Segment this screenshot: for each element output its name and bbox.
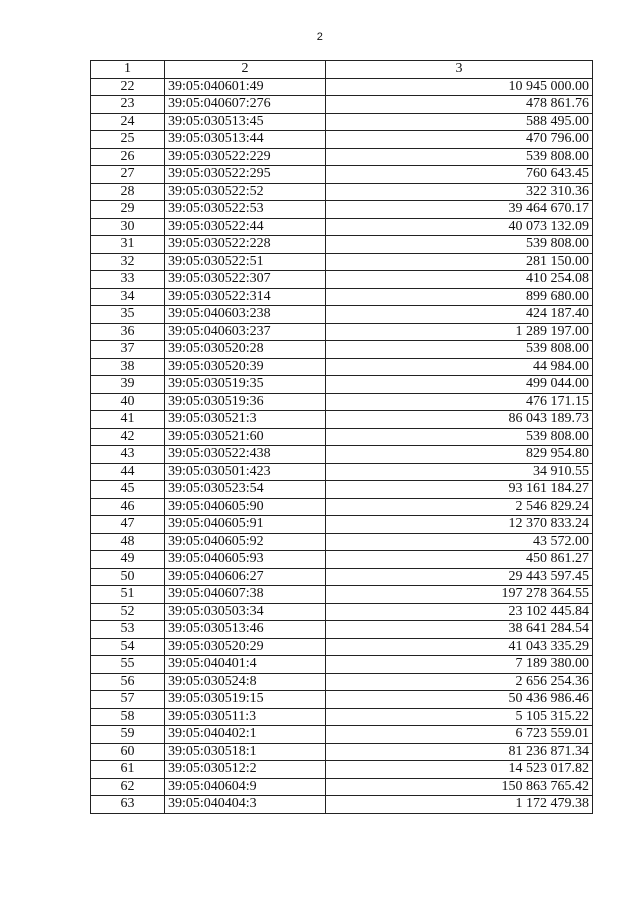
- row-number-cell: 33: [91, 271, 165, 289]
- cadastral-value-cell: 322 310.36: [326, 183, 593, 201]
- row-number-cell: 49: [91, 551, 165, 569]
- cadastral-number-cell: 39:05:040603:237: [165, 323, 326, 341]
- cadastral-value-cell: 424 187.40: [326, 306, 593, 324]
- table-row: [91, 743, 593, 761]
- row-number-cell: 38: [91, 358, 165, 376]
- row-number-cell: 62: [91, 778, 165, 796]
- table-row: [91, 428, 593, 446]
- cadastral-value-cell: 23 102 445.84: [326, 603, 593, 621]
- cadastral-value-cell: 7 189 380.00: [326, 656, 593, 674]
- cadastral-value-cell: 539 808.00: [326, 236, 593, 254]
- cadastral-number-cell: 39:05:040606:27: [165, 568, 326, 586]
- row-number-cell: 36: [91, 323, 165, 341]
- cadastral-number-cell: 39:05:030501:423: [165, 463, 326, 481]
- cadastral-value-cell: 450 861.27: [326, 551, 593, 569]
- cadastral-number-cell: 39:05:030512:2: [165, 761, 326, 779]
- cadastral-value-cell: 12 370 833.24: [326, 516, 593, 534]
- cadastral-number-cell: 39:05:030520:28: [165, 341, 326, 359]
- cadastral-number-cell: 39:05:030524:8: [165, 673, 326, 691]
- cadastral-value-cell: 899 680.00: [326, 288, 593, 306]
- row-number-cell: 28: [91, 183, 165, 201]
- cadastral-number-cell: 39:05:030522:314: [165, 288, 326, 306]
- cadastral-number-cell: 39:05:040401:4: [165, 656, 326, 674]
- table-row: [91, 271, 593, 289]
- row-number-cell: 63: [91, 796, 165, 814]
- cadastral-number-cell: 39:05:030522:52: [165, 183, 326, 201]
- cadastral-number-cell: 39:05:030522:51: [165, 253, 326, 271]
- cadastral-value-cell: 5 105 315.22: [326, 708, 593, 726]
- table-row: [91, 78, 593, 96]
- row-number-cell: 22: [91, 78, 165, 96]
- cadastral-value-cell: 34 910.55: [326, 463, 593, 481]
- row-number-cell: 48: [91, 533, 165, 551]
- cadastral-number-cell: 39:05:030520:39: [165, 358, 326, 376]
- cadastral-number-cell: 39:05:030503:34: [165, 603, 326, 621]
- row-number-cell: 50: [91, 568, 165, 586]
- cadastral-value-cell: 38 641 284.54: [326, 621, 593, 639]
- table-row: [91, 796, 593, 814]
- cadastral-value-cell: 539 808.00: [326, 148, 593, 166]
- cadastral-value-cell: 6 723 559.01: [326, 726, 593, 744]
- header-row: [91, 61, 593, 79]
- row-number-cell: 32: [91, 253, 165, 271]
- table-row: [91, 726, 593, 744]
- cadastral-number-cell: 39:05:030513:45: [165, 113, 326, 131]
- table-row: [91, 166, 593, 184]
- table-row: [91, 393, 593, 411]
- row-number-cell: 29: [91, 201, 165, 219]
- cadastral-number-cell: 39:05:030520:29: [165, 638, 326, 656]
- table-row: [91, 673, 593, 691]
- cadastral-value-cell: 1 172 479.38: [326, 796, 593, 814]
- cadastral-value-cell: 43 572.00: [326, 533, 593, 551]
- table-header: [91, 61, 593, 79]
- table-row: [91, 463, 593, 481]
- table-row: [91, 551, 593, 569]
- cadastral-number-cell: 39:05:030513:44: [165, 131, 326, 149]
- row-number-cell: 45: [91, 481, 165, 499]
- cadastral-number-cell: 39:05:030522:229: [165, 148, 326, 166]
- cadastral-number-cell: 39:05:030518:1: [165, 743, 326, 761]
- row-number-cell: 59: [91, 726, 165, 744]
- cadastral-value-cell: 1 289 197.00: [326, 323, 593, 341]
- cadastral-number-cell: 39:05:030522:307: [165, 271, 326, 289]
- table-row: [91, 148, 593, 166]
- table-row: [91, 498, 593, 516]
- cadastral-value-cell: 86 043 189.73: [326, 411, 593, 429]
- table-row: [91, 603, 593, 621]
- cadastral-number-cell: 39:05:030523:54: [165, 481, 326, 499]
- cadastral-value-cell: 197 278 364.55: [326, 586, 593, 604]
- table-row: [91, 358, 593, 376]
- cadastral-value-table: [90, 60, 593, 814]
- table-body: [91, 78, 593, 813]
- cadastral-number-cell: 39:05:040404:3: [165, 796, 326, 814]
- table-row: [91, 621, 593, 639]
- cadastral-value-cell: 2 546 829.24: [326, 498, 593, 516]
- page-number: 2: [316, 31, 324, 43]
- row-number-cell: 41: [91, 411, 165, 429]
- row-number-cell: 52: [91, 603, 165, 621]
- cadastral-value-cell: 44 984.00: [326, 358, 593, 376]
- cadastral-number-cell: 39:05:030519:15: [165, 691, 326, 709]
- cadastral-value-cell: 588 495.00: [326, 113, 593, 131]
- table-row: [91, 481, 593, 499]
- cadastral-value-cell: 539 808.00: [326, 341, 593, 359]
- cadastral-number-cell: 39:05:040605:90: [165, 498, 326, 516]
- row-number-cell: 35: [91, 306, 165, 324]
- cadastral-number-cell: 39:05:040601:49: [165, 78, 326, 96]
- cadastral-number-cell: 39:05:040605:91: [165, 516, 326, 534]
- cadastral-value-cell: 41 043 335.29: [326, 638, 593, 656]
- cadastral-value-cell: 539 808.00: [326, 428, 593, 446]
- table-row: [91, 183, 593, 201]
- table-row: [91, 253, 593, 271]
- table-row: [91, 516, 593, 534]
- cadastral-number-cell: 39:05:030521:3: [165, 411, 326, 429]
- table-row: [91, 708, 593, 726]
- header-col-3: 3: [326, 61, 593, 79]
- row-number-cell: 47: [91, 516, 165, 534]
- cadastral-number-cell: 39:05:040607:276: [165, 96, 326, 114]
- table-row: [91, 446, 593, 464]
- cadastral-value-cell: 39 464 670.17: [326, 201, 593, 219]
- cadastral-value-cell: 470 796.00: [326, 131, 593, 149]
- cadastral-number-cell: 39:05:030522:53: [165, 201, 326, 219]
- row-number-cell: 46: [91, 498, 165, 516]
- cadastral-number-cell: 39:05:030519:36: [165, 393, 326, 411]
- cadastral-value-cell: 476 171.15: [326, 393, 593, 411]
- cadastral-number-cell: 39:05:030522:44: [165, 218, 326, 236]
- table-row: [91, 586, 593, 604]
- table-row: [91, 638, 593, 656]
- cadastral-value-cell: 410 254.08: [326, 271, 593, 289]
- cadastral-number-cell: 39:05:040603:238: [165, 306, 326, 324]
- row-number-cell: 34: [91, 288, 165, 306]
- table-row: [91, 96, 593, 114]
- cadastral-value-cell: 150 863 765.42: [326, 778, 593, 796]
- row-number-cell: 58: [91, 708, 165, 726]
- table-row: [91, 691, 593, 709]
- cadastral-number-cell: 39:05:040605:92: [165, 533, 326, 551]
- row-number-cell: 51: [91, 586, 165, 604]
- cadastral-value-cell: 29 443 597.45: [326, 568, 593, 586]
- cadastral-number-cell: 39:05:030519:35: [165, 376, 326, 394]
- cadastral-value-cell: 478 861.76: [326, 96, 593, 114]
- cadastral-value-cell: 81 236 871.34: [326, 743, 593, 761]
- row-number-cell: 37: [91, 341, 165, 359]
- row-number-cell: 54: [91, 638, 165, 656]
- table-row: [91, 568, 593, 586]
- cadastral-number-cell: 39:05:030522:295: [165, 166, 326, 184]
- table-row: [91, 236, 593, 254]
- cadastral-number-cell: 39:05:040605:93: [165, 551, 326, 569]
- row-number-cell: 57: [91, 691, 165, 709]
- cadastral-value-cell: 14 523 017.82: [326, 761, 593, 779]
- header-col-2: 2: [165, 61, 326, 79]
- row-number-cell: 53: [91, 621, 165, 639]
- cadastral-value-cell: 760 643.45: [326, 166, 593, 184]
- table-row: [91, 131, 593, 149]
- cadastral-value-cell: 499 044.00: [326, 376, 593, 394]
- row-number-cell: 43: [91, 446, 165, 464]
- cadastral-value-cell: 40 073 132.09: [326, 218, 593, 236]
- cadastral-value-cell: 281 150.00: [326, 253, 593, 271]
- cadastral-value-cell: 10 945 000.00: [326, 78, 593, 96]
- table-row: [91, 113, 593, 131]
- row-number-cell: 56: [91, 673, 165, 691]
- table-row: [91, 376, 593, 394]
- row-number-cell: 24: [91, 113, 165, 131]
- table-row: [91, 306, 593, 324]
- row-number-cell: 30: [91, 218, 165, 236]
- table-row: [91, 201, 593, 219]
- row-number-cell: 23: [91, 96, 165, 114]
- table-row: [91, 778, 593, 796]
- header-col-1: 1: [91, 61, 165, 79]
- table-row: [91, 533, 593, 551]
- row-number-cell: 31: [91, 236, 165, 254]
- cadastral-value-cell: 829 954.80: [326, 446, 593, 464]
- cadastral-number-cell: 39:05:030511:3: [165, 708, 326, 726]
- row-number-cell: 25: [91, 131, 165, 149]
- table-row: [91, 656, 593, 674]
- row-number-cell: 60: [91, 743, 165, 761]
- table-row: [91, 411, 593, 429]
- table-row: [91, 341, 593, 359]
- cadastral-number-cell: 39:05:030513:46: [165, 621, 326, 639]
- cadastral-value-cell: 50 436 986.46: [326, 691, 593, 709]
- table-row: [91, 323, 593, 341]
- row-number-cell: 61: [91, 761, 165, 779]
- row-number-cell: 26: [91, 148, 165, 166]
- row-number-cell: 44: [91, 463, 165, 481]
- row-number-cell: 42: [91, 428, 165, 446]
- cadastral-value-cell: 93 161 184.27: [326, 481, 593, 499]
- table-row: [91, 218, 593, 236]
- row-number-cell: 27: [91, 166, 165, 184]
- cadastral-value-cell: 2 656 254.36: [326, 673, 593, 691]
- cadastral-number-cell: 39:05:030522:438: [165, 446, 326, 464]
- cadastral-number-cell: 39:05:030522:228: [165, 236, 326, 254]
- table-row: [91, 761, 593, 779]
- row-number-cell: 39: [91, 376, 165, 394]
- row-number-cell: 55: [91, 656, 165, 674]
- cadastral-number-cell: 39:05:030521:60: [165, 428, 326, 446]
- cadastral-number-cell: 39:05:040402:1: [165, 726, 326, 744]
- cadastral-number-cell: 39:05:040607:38: [165, 586, 326, 604]
- cadastral-number-cell: 39:05:040604:9: [165, 778, 326, 796]
- table-row: [91, 288, 593, 306]
- row-number-cell: 40: [91, 393, 165, 411]
